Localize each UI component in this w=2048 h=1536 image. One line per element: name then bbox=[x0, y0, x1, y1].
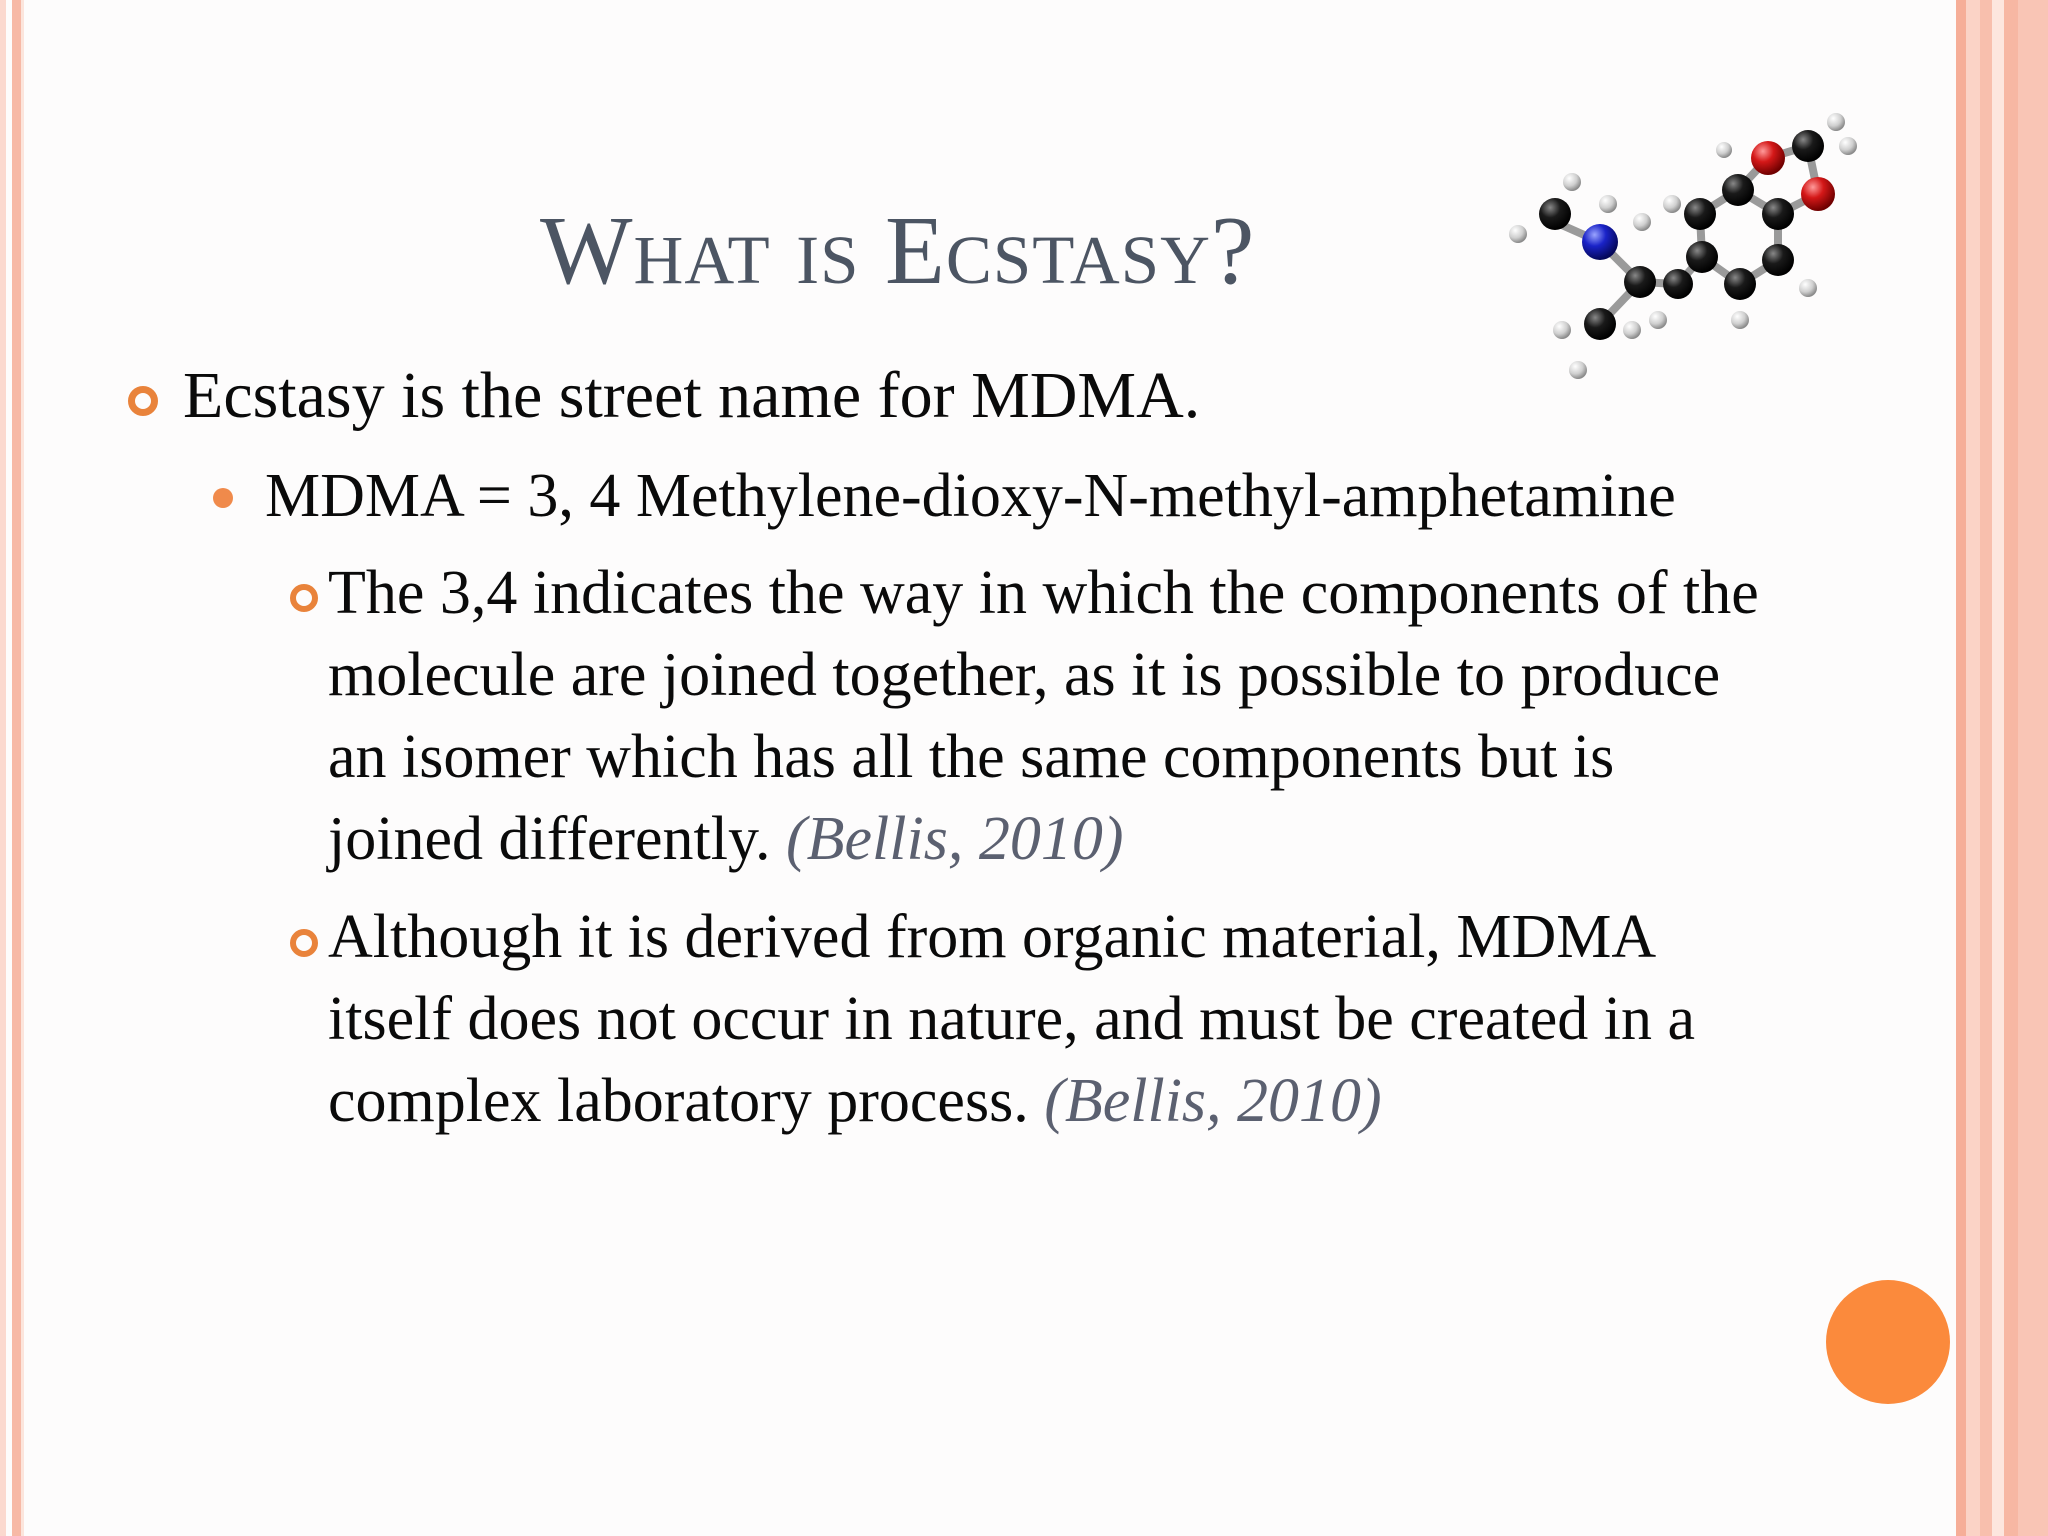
left-border-stripe bbox=[12, 0, 21, 1536]
text-line-part: complex laboratory process. bbox=[328, 1067, 1045, 1135]
right-border-stripe bbox=[1966, 0, 1980, 1536]
left-border-stripe bbox=[21, 0, 24, 1536]
orange-dot-bullet-icon bbox=[213, 488, 233, 508]
text-line-part: joined differently. bbox=[328, 805, 786, 873]
citation: (Bellis, 2010) bbox=[785, 805, 1124, 873]
text-line: an isomer which has all the same components but is bbox=[328, 723, 1615, 791]
bullet-level3-isomer-text bbox=[328, 552, 1928, 880]
text-line bbox=[328, 798, 1928, 880]
orange-ring-bullet-icon bbox=[290, 929, 318, 957]
right-border-stripe bbox=[1956, 0, 1966, 1536]
text-line bbox=[328, 1060, 1928, 1142]
orange-ring-bullet-icon bbox=[290, 584, 318, 612]
bullet-level2-text: MDMA = 3, 4 Methylene-dioxy-N-methyl-amphetamine bbox=[265, 462, 1676, 530]
orange-ring-bullet-icon bbox=[128, 386, 158, 416]
mdma-molecule-image bbox=[1500, 102, 1870, 382]
text-line: molecule are joined together, as it is possible to produce bbox=[328, 641, 1721, 709]
right-border-stripe bbox=[2018, 0, 2048, 1536]
bullet-level1-text: Ecstasy is the street name for MDMA. bbox=[183, 359, 1201, 432]
text-line: Although it is derived from organic material, MDMA bbox=[328, 903, 1657, 971]
orange-circle-decoration bbox=[1826, 1280, 1950, 1404]
text-line: itself does not occur in nature, and must be created in a bbox=[328, 985, 1695, 1053]
bullet-level3-organic-text bbox=[328, 896, 1928, 1142]
right-border-stripe bbox=[2004, 0, 2018, 1536]
citation: (Bellis, 2010) bbox=[1044, 1067, 1382, 1135]
right-border-stripe bbox=[1980, 0, 1992, 1536]
text-line: The 3,4 indicates the way in which the components of the bbox=[328, 559, 1759, 627]
right-border-stripe bbox=[1992, 0, 2004, 1536]
left-border-stripe bbox=[0, 0, 6, 1536]
slide-title: What is Ecstasy? bbox=[540, 197, 1256, 305]
